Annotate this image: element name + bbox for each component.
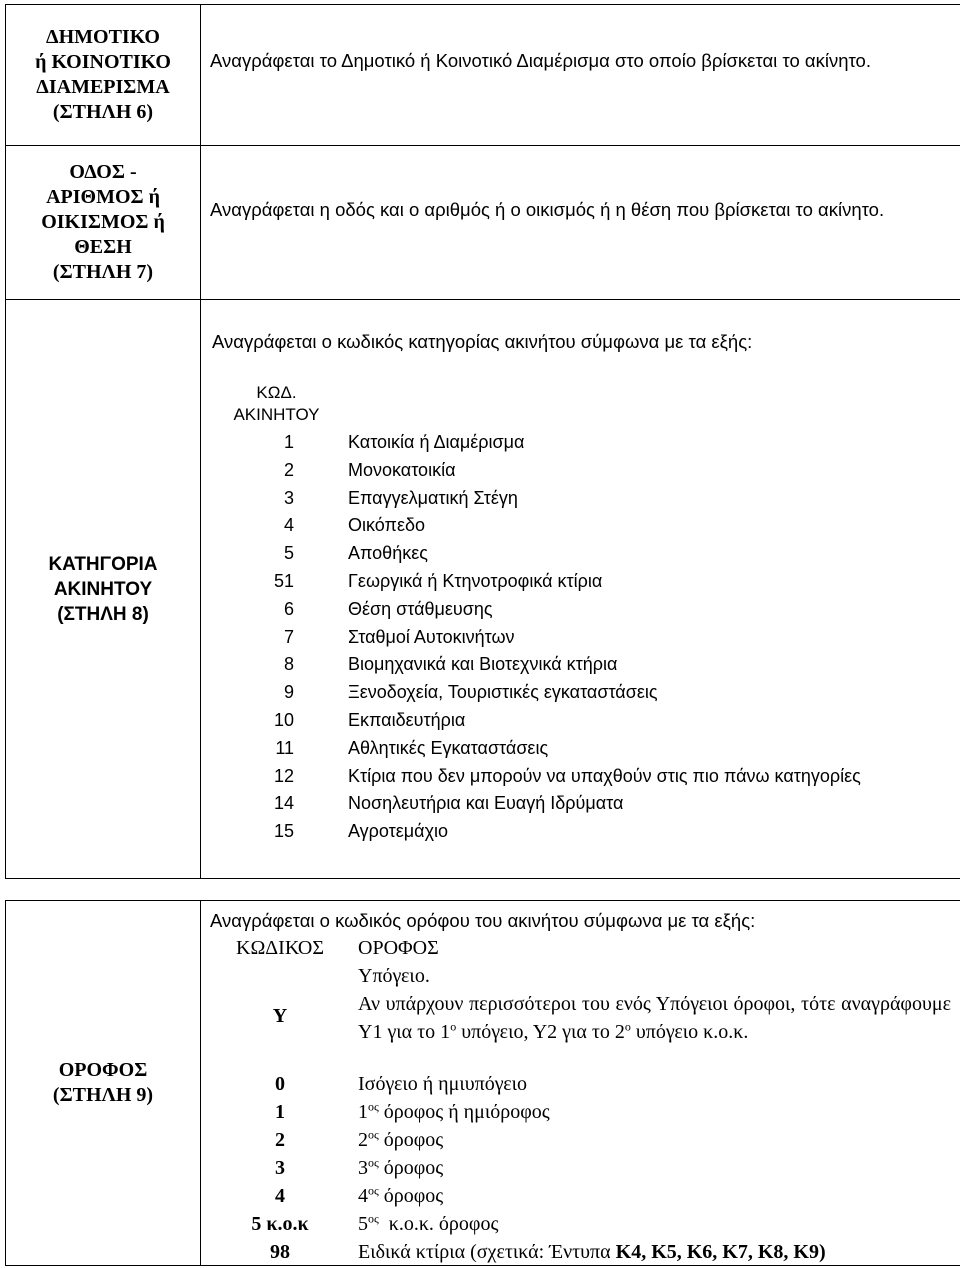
code-column-header: ΚΩΔ. ΑΚΙΝΗΤΟΥ bbox=[233, 383, 320, 424]
header-line: (ΣΤΗΛΗ 9) bbox=[52, 1084, 154, 1106]
category-label: Θέση στάθμευσης bbox=[348, 598, 493, 619]
category-row bbox=[210, 789, 960, 817]
category-label: Αθλητικές Εγκαταστάσεις bbox=[348, 737, 549, 758]
category-row bbox=[210, 456, 960, 484]
floor-row bbox=[210, 1098, 954, 1126]
header-line: ή ΚΟΙΝΟΤΙΚΟ bbox=[35, 51, 171, 73]
category-label: Σταθμοί Αυτοκινήτων bbox=[348, 626, 515, 647]
header-line: (ΣΤΗΛΗ 6) bbox=[52, 101, 154, 123]
header-cell-floor bbox=[5, 900, 201, 1266]
floor-column-header: ΟΡΟΦΟΣ bbox=[358, 937, 439, 959]
category-code: 6 bbox=[283, 598, 294, 619]
floor-code: 0 bbox=[275, 1073, 285, 1095]
content-cell-category bbox=[200, 299, 960, 879]
special-buildings-row bbox=[210, 1238, 954, 1266]
floor-code-table bbox=[210, 934, 954, 1264]
header-cell-street bbox=[5, 145, 201, 300]
category-row bbox=[210, 428, 960, 456]
header-line: ΑΡΙΘΜΟΣ ή bbox=[46, 186, 160, 208]
content-cell-municipal bbox=[200, 4, 960, 146]
category-label: Νοσηλευτήρια και Ευαγή Ιδρύματα bbox=[348, 793, 624, 814]
header-line: ΑΚΙΝΗΤΟΥ bbox=[53, 578, 153, 600]
category-row bbox=[210, 623, 960, 651]
header-line: ΟΡΟΦΟΣ bbox=[58, 1059, 148, 1081]
header-line: (ΣΤΗΛΗ 8) bbox=[57, 603, 149, 625]
floor-row bbox=[210, 1126, 954, 1154]
category-row bbox=[210, 567, 960, 595]
category-label: Κατοικία ή Διαμέρισμα bbox=[348, 432, 525, 452]
category-row bbox=[210, 539, 960, 567]
header-line: ΟΙΚΙΣΜΟΣ ή bbox=[41, 211, 165, 233]
category-code: 12 bbox=[273, 765, 294, 786]
category-code: 4 bbox=[283, 515, 294, 536]
category-label: Μονοκατοικία bbox=[348, 459, 456, 480]
floor-code: 98 bbox=[270, 1241, 290, 1263]
floor-code: 5 κ.ο.κ bbox=[251, 1213, 309, 1235]
category-row bbox=[210, 678, 960, 706]
category-row bbox=[210, 734, 960, 762]
content-cell-floor bbox=[200, 900, 960, 1266]
header-line: ΟΔΟΣ - bbox=[69, 161, 137, 183]
category-row bbox=[210, 484, 960, 512]
category-code-table bbox=[210, 377, 960, 852]
floor-intro: Αναγράφεται ο κωδικός ορόφου του ακινήτου σύμφωνα με τα εξής: bbox=[210, 910, 756, 931]
category-label: Γεωργικά ή Κτηνοτροφικά κτίρια bbox=[348, 571, 603, 591]
category-code: 2 bbox=[283, 459, 294, 480]
header-line: ΚΑΤΗΓΟΡΙΑ bbox=[48, 553, 158, 575]
basement-title: Υπόγειο. bbox=[358, 965, 430, 987]
floor-code: 4 bbox=[275, 1185, 285, 1207]
category-label: Αγροτεμάχιο bbox=[348, 821, 449, 842]
category-intro: Αναγράφεται ο κωδικός κατηγορίας ακινήτου σύμφωνα με τα εξής: bbox=[212, 331, 753, 352]
floor-code: 2 bbox=[275, 1129, 285, 1151]
category-label: Εκπαιδευτήρια bbox=[348, 710, 466, 730]
category-code: 11 bbox=[275, 737, 294, 758]
floor-label: $5^{o\varsigma}$ κ.ο.κ. όροφος bbox=[358, 1211, 499, 1235]
category-code: 3 bbox=[283, 487, 294, 508]
category-row bbox=[210, 817, 960, 845]
category-code: 8 bbox=[283, 654, 294, 675]
floor-code: 3 bbox=[275, 1157, 285, 1179]
floor-label: $4^{o\varsigma}$ όροφος bbox=[358, 1183, 444, 1207]
header-line: ΔΗΜΟΤΙΚΟ bbox=[46, 26, 160, 48]
header-cell-municipal bbox=[5, 4, 201, 146]
floor-label: $1^{o\varsigma}$ όροφος ή ημιόροφος bbox=[358, 1099, 550, 1123]
category-label: Επαγγελματική Στέγη bbox=[348, 487, 518, 508]
basement-description: Αν υπάρχουν περισσότεροι του ενός Υπόγειοι όροφοι, τότε αναγράφουμε Υ1 για το $1^o$ υπόγειο, Υ2 για το $2^o$ υπόγειο κ.ο.κ. bbox=[358, 993, 951, 1043]
description-text: Αναγράφεται η οδός και ο αριθμός ή ο οικισμός ή η θέση που βρίσκεται το ακίνητο. bbox=[210, 199, 885, 220]
category-code: 15 bbox=[273, 821, 294, 842]
basement-code: Υ bbox=[272, 1005, 288, 1027]
category-label: Αποθήκες bbox=[348, 543, 428, 564]
category-label: Βιομηχανικά και Βιοτεχνικά κτήρια bbox=[348, 654, 618, 675]
category-code: 9 bbox=[283, 682, 294, 703]
floor-row bbox=[210, 1210, 954, 1238]
category-row bbox=[210, 650, 960, 678]
category-row bbox=[210, 595, 960, 623]
category-label: Οικόπεδο bbox=[348, 515, 426, 536]
category-code: 10 bbox=[273, 710, 294, 730]
floor-code: 1 bbox=[275, 1101, 285, 1123]
category-label: Ξενοδοχεία, Τουριστικές εγκαταστάσεις bbox=[348, 682, 658, 703]
basement-row bbox=[210, 962, 954, 1074]
category-label: Κτίρια που δεν μπορούν να υπαχθούν στις πιο πάνω κατηγορίες bbox=[348, 765, 861, 786]
header-line: (ΣΤΗΛΗ 7) bbox=[52, 261, 154, 283]
content-cell-street bbox=[200, 145, 960, 300]
header-cell-category bbox=[5, 299, 201, 879]
category-row bbox=[210, 706, 960, 734]
ground-floor-row bbox=[210, 1070, 954, 1098]
floor-label: $3^{o\varsigma}$ όροφος bbox=[358, 1155, 444, 1179]
code-column-header: ΚΩΔΙΚΟΣ bbox=[236, 937, 324, 959]
category-code: 14 bbox=[273, 793, 294, 814]
category-code: 51 bbox=[273, 571, 294, 591]
header-line: ΔΙΑΜΕΡΙΣΜΑ bbox=[36, 76, 170, 98]
floor-row bbox=[210, 1182, 954, 1210]
category-code: 7 bbox=[283, 626, 294, 647]
category-row bbox=[210, 511, 960, 539]
floor-label: Ισόγειο ή ημιυπόγειο bbox=[358, 1073, 528, 1095]
floor-label: $2^{o\varsigma}$ όροφος bbox=[358, 1127, 444, 1151]
floor-row bbox=[210, 1154, 954, 1182]
description-text: Αναγράφεται το Δημοτικό ή Κοινοτικό Διαμέρισμα στο οποίο βρίσκεται το ακίνητο. bbox=[210, 50, 871, 71]
category-row bbox=[210, 762, 960, 790]
header-line: ΘΕΣΗ bbox=[74, 236, 132, 258]
floor-label: Ειδικά κτίρια (σχετικά: Έντυπα Κ4, Κ5, Κ6, Κ7, Κ8, Κ9) bbox=[358, 1241, 826, 1263]
category-code: 1 bbox=[283, 432, 294, 452]
category-code: 5 bbox=[283, 543, 294, 564]
